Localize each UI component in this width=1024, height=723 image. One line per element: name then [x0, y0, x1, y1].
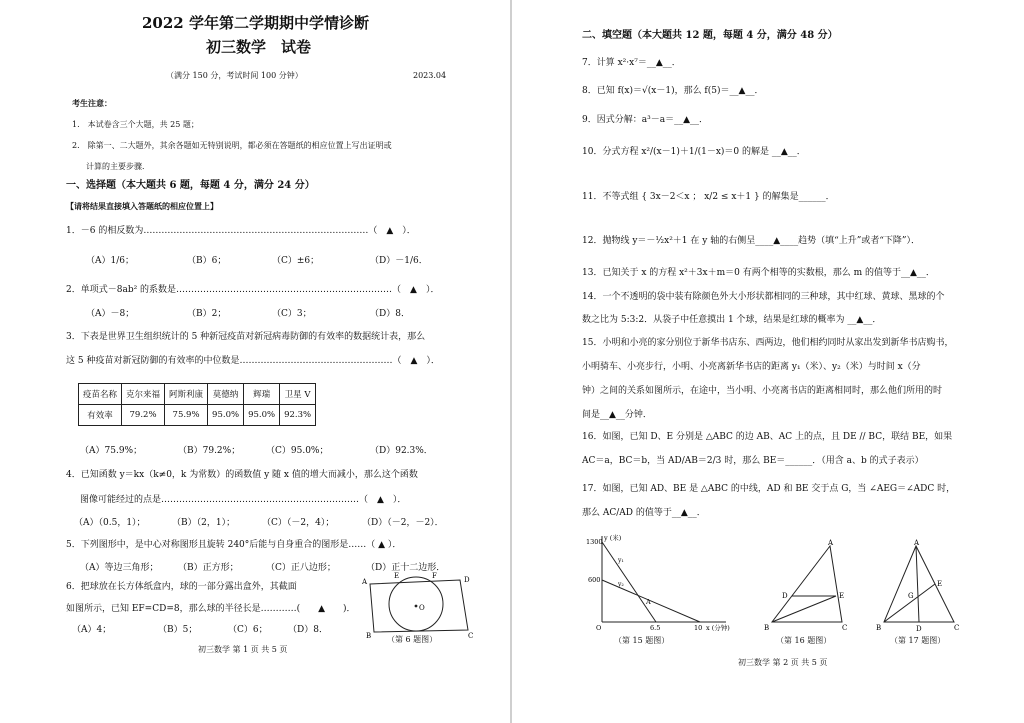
- table-header-cell: 卫星 V: [280, 384, 316, 405]
- exam-title: 2022 学年第二学期期中学情诊断: [142, 14, 369, 32]
- question-17-line-1: 17．如图，已知 AD、BE 是 △ABC 的中线，AD 和 BE 交于点 G，当 ∠AEG＝∠ADC 时，: [582, 484, 956, 494]
- q2-option-a: （A）－8；: [86, 309, 135, 319]
- q2-option-d: （D）8．: [370, 309, 410, 319]
- q3-option-b: （B）79.2%；: [178, 446, 241, 456]
- ball-circle: [389, 577, 443, 631]
- label-o: O: [419, 604, 425, 612]
- q5-option-d: （D）正十二边形．: [366, 563, 446, 573]
- table-row-label: 有效率: [79, 405, 122, 426]
- question-12: 12．抛物线 y＝－½x²＋1 在 y 轴的右侧呈____▲____趋势（填“上升”或者“下降”）．: [582, 236, 921, 246]
- series-y1: [602, 542, 656, 622]
- label-d: D: [916, 625, 922, 633]
- question-6-line-2: 如图所示，已知 EF=CD=8，那么球的半径长是…………( ▲ )．: [66, 604, 356, 614]
- origin-label: O: [596, 624, 602, 632]
- center-point: [415, 605, 418, 608]
- figure-17-caption: （第 17 题图）: [890, 636, 946, 645]
- label-b: B: [876, 624, 882, 632]
- q6-option-a: （A）4；: [72, 625, 112, 635]
- vaccine-table: [78, 383, 316, 426]
- x-axis-label: x (分钟): [706, 624, 730, 632]
- page-footer-1: 初三数学 第 1 页 共 5 页: [198, 645, 288, 654]
- label-c: C: [468, 632, 474, 640]
- table-header-cell: 阿斯利康: [165, 384, 208, 405]
- table-cell: 95.0%: [208, 405, 244, 426]
- table-cell: 95.0%: [244, 405, 280, 426]
- label-e: E: [839, 592, 845, 600]
- table-header-row: [79, 384, 316, 405]
- q3-option-a: （A）75.9%；: [80, 446, 143, 456]
- figure-6-diagram: [360, 572, 480, 640]
- question-10: 10．分式方程 x²/(x－1)＋1/(1－x)＝0 的解是 __▲__．: [582, 147, 806, 157]
- q4-option-c: （C）（－2，4）；: [262, 518, 335, 528]
- table-cell: 75.9%: [165, 405, 208, 426]
- q2-option-b: （B）2；: [187, 309, 227, 319]
- q1-option-c: （C）±6；: [272, 256, 320, 266]
- table-cell: 92.3%: [280, 405, 316, 426]
- figure-17-diagram: [874, 538, 964, 634]
- label-a: A: [362, 578, 368, 586]
- question-11: 11．不等式组 { 3x－2＜x ； x/2 ≤ x＋1 } 的解集是______．: [582, 192, 835, 202]
- table-header-cell: 莫德纳: [208, 384, 244, 405]
- y-tick-1300: 1300: [586, 538, 603, 546]
- series-y2-label: y₂: [618, 581, 624, 588]
- exam-date: 2023.04: [413, 71, 447, 80]
- label-a: A: [914, 539, 920, 547]
- x-tick-10: 10: [694, 624, 703, 632]
- question-15-line-3: 钟）之间的关系如图所示，在途中，当小明、小亮离书店的距离相同时，那么他们所用的时: [582, 386, 943, 396]
- question-15-line-1: 15．小明和小亮的家分别位于新华书店东、西两边，他们相约同时从家出发到新华书店购书，: [582, 338, 954, 348]
- figure-6-caption: （第 6 题图）: [387, 635, 438, 644]
- label-g: G: [908, 592, 914, 600]
- question-5: 5．下列图形中，是中心对称图形且旋转 240°后能与自身重合的图形是……（ ▲ ）．: [66, 540, 402, 550]
- median-ad: [916, 546, 919, 622]
- question-16-line-1: 16．如图，已知 D、E 分别是 △ABC 的边 AB、AC 上的点，且 DE // BC，联结 BE，如果: [582, 432, 953, 442]
- series-y1-label: y₁: [618, 557, 624, 564]
- q6-option-c: （C）6；: [228, 625, 268, 635]
- q4-option-d: （D）（－2，－2）．: [362, 518, 444, 528]
- question-3-line-1: 3．下表是世界卫生组织统计的 5 种新冠疫苗对新冠病毒防御的有效率的数据统计表，那么: [66, 332, 426, 342]
- q1-option-d: （D）－1/6．: [370, 256, 428, 266]
- q4-option-a: （A）（0.5，1）；: [74, 518, 146, 528]
- question-3-line-2: 这 5 种疫苗对新冠防御的有效率的中位数是……………………………………………（ ▲ ）．: [66, 356, 440, 366]
- label-f: F: [432, 572, 437, 580]
- question-14-line-2: 数之比为 5:3:2．从袋子中任意摸出 1 个球，结果是红球的概率为 __▲__．: [582, 315, 882, 325]
- label-d: D: [782, 592, 788, 600]
- figure-16-diagram: [762, 538, 852, 634]
- question-15-line-2: 小明骑车、小亮步行，小明、小亮离新华书店的距离 y₁（米）、y₂（米）与时间 x（分: [582, 362, 921, 372]
- y-tick-600: 600: [588, 576, 601, 584]
- series-y2: [602, 580, 700, 622]
- section-2-heading: 二、填空题（本大题共 12 题，每题 4 分，满分 48 分）: [582, 30, 838, 41]
- question-2: 2．单项式－8ab² 的系数是………………………………………………………………（ ▲ ）．: [66, 285, 440, 295]
- q6-option-d: （D）8．: [288, 625, 328, 635]
- figure-15-graph: [586, 532, 732, 632]
- question-15-line-4: 间是__▲__分钟．: [582, 410, 652, 420]
- q6-option-b: （B）5；: [158, 625, 198, 635]
- question-6-line-1: 6．把球放在长方体纸盒内，球的一部分露出盒外，其截面: [66, 582, 297, 592]
- notice-heading: 考生注意：: [72, 98, 112, 108]
- q5-option-a: （A）等边三角形；: [80, 563, 159, 573]
- notice-1: 1. 本试卷含三个大题，共 25 题；: [72, 120, 199, 129]
- x-tick-6-5: 6.5: [650, 624, 661, 632]
- exam-meta: （满分 150 分，考试时间 100 分钟）: [166, 71, 303, 80]
- figure-16-caption: （第 16 题图）: [776, 636, 832, 645]
- table-row: [79, 405, 316, 426]
- question-1: 1．－6 的相反数为…………………………………………………………………（ ▲ ）．: [66, 226, 416, 236]
- notice-2: 2. 除第一、二大题外，其余各题如无特别说明，都必须在答题纸的相应位置上写出证明或: [72, 141, 392, 150]
- exam-subtitle: 初三数学 试卷: [206, 38, 312, 56]
- question-8: 8．已知 f(x)＝√(x－1)，那么 f(5)＝__▲__．: [582, 86, 764, 96]
- label-c: C: [954, 624, 960, 632]
- point-a-label: A: [646, 598, 651, 606]
- triangle-abc: [772, 546, 845, 622]
- table-header-cell: 克尔来福: [122, 384, 165, 405]
- page-footer-2: 初三数学 第 2 页 共 5 页: [738, 658, 828, 667]
- label-d: D: [464, 576, 470, 584]
- label-b: B: [764, 624, 770, 632]
- question-14-line-1: 14．一个不透明的袋中装有除颜色外大小形状都相同的三种球，其中红球、黄球、黑球的个: [582, 292, 945, 302]
- figure-15-caption: （第 15 题图）: [614, 636, 670, 645]
- question-4-line-1: 4．已知函数 y＝kx（k≠0，k 为常数）的函数值 y 随 x 值的增大而减小，那么这个函数: [66, 470, 418, 480]
- question-4-line-2: 图像可能经过的点是…………………………………………………………（ ▲ ）．: [80, 495, 407, 505]
- label-e: E: [937, 580, 943, 588]
- label-c: C: [842, 624, 848, 632]
- table-header-cell: 辉瑞: [244, 384, 280, 405]
- question-13: 13．已知关于 x 的方程 x²＋3x＋m＝0 有两个相等的实数根，那么 m 的值等于__▲__．: [582, 268, 935, 278]
- q1-option-b: （B）6；: [187, 256, 227, 266]
- q3-option-d: （D）92.3%．: [370, 446, 433, 456]
- q1-option-a: （A）1/6；: [86, 256, 134, 266]
- y-axis-label: y (米): [604, 534, 622, 542]
- section-1-note: 【请将结果直接填入答题纸的相应位置上】: [66, 201, 218, 211]
- table-cell: 79.2%: [122, 405, 165, 426]
- q4-option-b: （B）（2，1）；: [172, 518, 236, 528]
- exam-page-2: [512, 0, 1024, 723]
- label-b: B: [366, 632, 372, 640]
- q5-option-b: （B）正方形；: [178, 563, 239, 573]
- q5-option-c: （C）正八边形；: [266, 563, 336, 573]
- table-header-cell: 疫苗名称: [79, 384, 122, 405]
- question-16-line-2: AC＝a，BC＝b，当 AD/AB＝2/3 时，那么 BE＝______．（用含 a、b 的式子表示）: [582, 456, 924, 466]
- q2-option-c: （C）3；: [272, 309, 312, 319]
- section-1-heading: 一、选择题（本大题共 6 题，每题 4 分，满分 24 分）: [66, 180, 315, 191]
- label-e: E: [394, 572, 400, 580]
- question-7: 7．计算 x²·x⁷＝__▲__．: [582, 58, 681, 68]
- question-17-line-2: 那么 AC/AD 的值等于__▲__．: [582, 508, 706, 518]
- question-9: 9．因式分解：a³－a＝__▲__．: [582, 115, 708, 125]
- label-a: A: [828, 539, 834, 547]
- notice-3: 计算的主要步骤．: [86, 162, 150, 171]
- q3-option-c: （C）95.0%；: [266, 446, 329, 456]
